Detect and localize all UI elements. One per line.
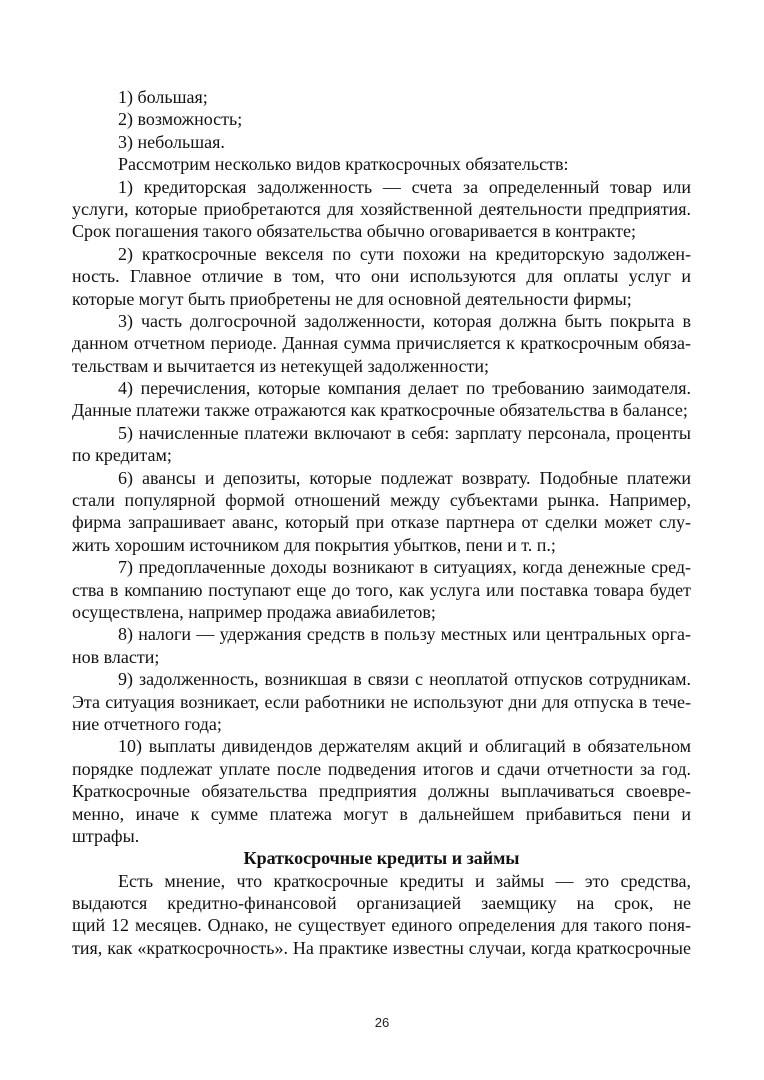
text-line: 8) налоги — удержания средств в пользу местных или центральных орга-: [118, 624, 691, 645]
text-line: ние отчетного года;: [72, 713, 222, 734]
paragraph: [72, 870, 691, 960]
text-line: 3) небольшая.: [118, 131, 225, 152]
text-line: Краткосрочные обязательства предприятия должны выплачиваться своевре-: [72, 781, 691, 802]
text-line: Данные платежи также отражаются как краткосрочные обязательства в балансе;: [72, 400, 688, 421]
text-line: ность. Главное отличие в том, что они используются для оплаты услуг и: [72, 266, 691, 287]
text-line: по кредитам;: [72, 445, 172, 466]
text-line: 5) начисленные платежи включают в себя: зарплату персонала, проценты: [118, 422, 691, 443]
paragraph: [72, 377, 691, 422]
text-line: штрафы.: [72, 825, 140, 846]
text-line: Рассмотрим несколько видов краткосрочных обязательств:: [118, 154, 569, 175]
text-line: 4) перечисления, которые компания делает по требованию заимодателя.: [118, 378, 691, 399]
page-number: 26: [374, 1015, 390, 1030]
list-item: [72, 108, 691, 130]
paragraph: [72, 243, 691, 310]
paragraph: [72, 623, 691, 668]
text-line: 2) краткосрочные векселя по сути похожи на кредиторскую задолжен-: [118, 243, 691, 264]
text-line: которые могут быть приобретены не для основной деятельности фирмы;: [72, 288, 632, 309]
text-line: 1) большая;: [118, 87, 208, 107]
text-line: 3) часть долгосрочной задолженности, которая должна быть покрыта в: [118, 310, 691, 331]
text-line: услуги, которые приобретаются для хозяйственной деятельности предприятия.: [72, 198, 691, 219]
text-line: ства в компанию поступают еще до того, как услуга или поставка товара будет: [72, 579, 691, 600]
text-line: Эта ситуация возникает, если работники не используют дни для отпуска в тече-: [72, 691, 691, 712]
text-line: 1) кредиторская задолженность — счета за определенный товар или: [118, 176, 691, 197]
paragraph: [72, 310, 691, 377]
text-line: 10) выплаты дивидендов держателям акций и облигаций в обязательном: [118, 736, 691, 757]
text-line: осуществлена, например продажа авиабилетов;: [72, 601, 436, 622]
paragraph: [72, 735, 691, 847]
text-line: порядке подлежат уплате после подведения итогов и сдачи отчетности за год.: [72, 758, 691, 779]
text-line: 7) предоплаченные доходы возникают в ситуациях, когда денежные сред-: [118, 557, 691, 578]
text-line: тия, как «краткосрочность». На практике известны случаи, когда краткосрочные: [72, 937, 691, 958]
text-line: 9) задолженность, возникшая в связи с неоплатой отпусков сотрудникам.: [118, 669, 691, 690]
text-line: Есть мнение, что краткосрочные кредиты и займы — это средства,: [118, 870, 691, 891]
paragraph: [72, 153, 691, 175]
paragraph: [72, 422, 691, 467]
paragraph: [72, 668, 691, 735]
text-line: 2) возможность;: [118, 109, 243, 130]
heading-text: Краткосрочные кредиты и займы: [243, 848, 520, 869]
text-line: стали популярной формой отношений между субъектами рынка. Например,: [72, 490, 691, 511]
paragraph: [72, 556, 691, 623]
list-item: [72, 131, 691, 153]
paragraph: [72, 176, 691, 243]
text-line: жить хорошим источником для покрытия убытков, пени и т. п.;: [72, 534, 556, 555]
text-line: фирма запрашивает аванс, который при отказе партнера от сделки может слу-: [72, 512, 691, 533]
text-line: менно, иначе к сумме платежа могут в дальнейшем прибавиться пени и: [72, 803, 691, 824]
paragraph: [72, 467, 691, 557]
text-line: выдаются кредитно-финансовой организацией заемщику на срок, не: [72, 893, 691, 914]
text-line: Срок погашения такого обязательства обычно оговаривается в контракте;: [72, 221, 637, 242]
text-line: данном отчетном периоде. Данная сумма причисляется к краткосрочным обяза-: [72, 333, 691, 354]
text-line: 6) авансы и депозиты, которые подлежат возврату. Подобные платежи: [118, 467, 691, 488]
list-item: [72, 86, 691, 108]
text-line: тельствам и вычитается из нетекущей задолженности;: [72, 355, 489, 376]
text-line: нов власти;: [72, 646, 160, 667]
body-text: [72, 86, 691, 959]
text-line: щий 12 месяцев. Однако, не существует единого определения для такого поня-: [72, 915, 691, 936]
section-heading: [72, 847, 691, 869]
